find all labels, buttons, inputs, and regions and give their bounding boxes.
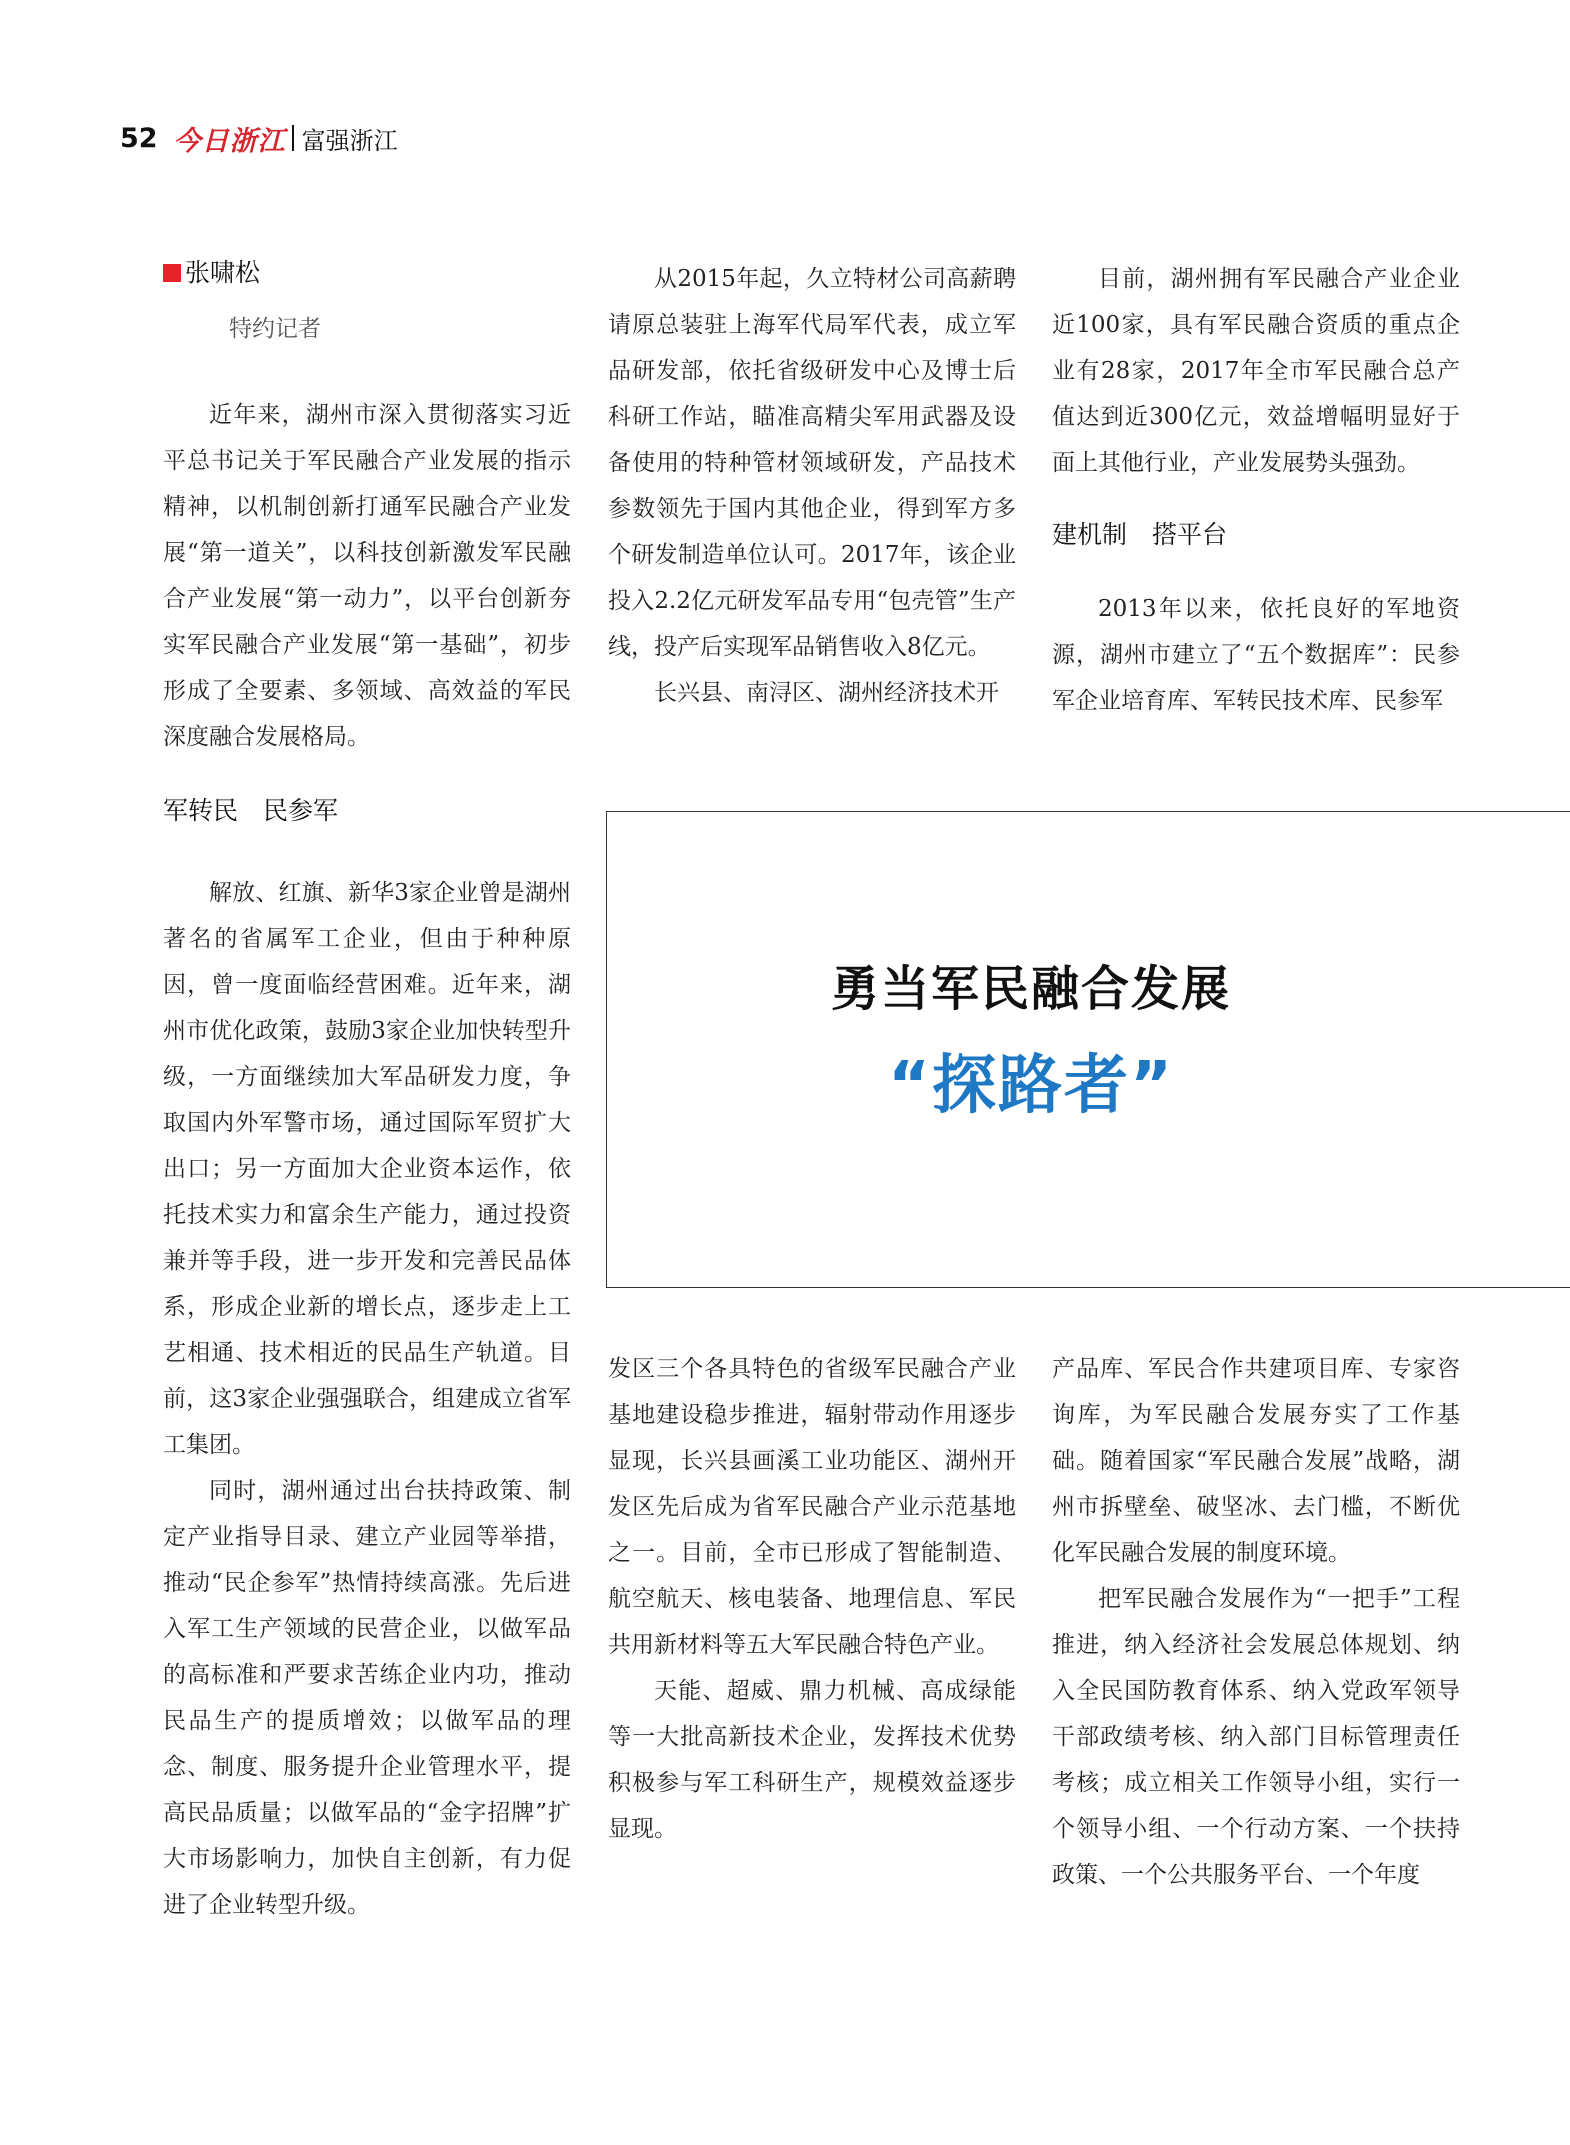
headline-box	[606, 811, 1570, 1288]
author-name: 张啸松	[185, 258, 261, 287]
col1-paragraph-1: 解放、红旗、新华3家企业曾是湖州著名的省属军工企业，但由于种种原因，曾一度面临经营困难。近年来，湖州市优化政策，鼓励3家企业加快转型升级，一方面继续加大军品研发力度，争取国内外军警市场，通过国际军贸扩大出口；另一方面加大企业资本运作，依托技术实力和富余生产能力，通过投资兼并等手段，进一步开发和完善民品体系，形成企业新的增长点，逐步走上工艺相通、技术相近的民品生产轨道。目前，这3家企业强强联合，组建成立省军工集团。	[163, 880, 571, 1458]
subheading-2: 建机制 搭平台	[1052, 520, 1228, 549]
magazine-logo: 今日浙江	[173, 125, 286, 157]
col2-paragraph-2-continued: 发区三个各具特色的省级军民融合产业基地建设稳步推进，辐射带动作用逐步显现，长兴县画溪工业功能区、湖州开发区先后成为省军民融合产业示范基地之一。目前，全市已形成了智能制造、航空航天、核电装备、地理信息、军民共用新材料等五大军民融合特色产业。	[608, 1356, 1016, 1658]
headline-line-2: “探路者”	[887, 1049, 1175, 1123]
column-2-bottom	[608, 1346, 1016, 1852]
col2-paragraph-1: 从2015年起，久立特材公司高薪聘请原总装驻上海军代局军代表，成立军品研发部，依托省级研发中心及博士后科研工作站，瞄准高精尖军用武器及设备使用的特种管材领域研发，产品技术参数领先于国内其他企业，得到军方多个研发制造单位认可。2017年，该企业投入2.2亿元研发军品专用“包壳管”生产线，投产后实现军品销售收入8亿元。	[608, 266, 1016, 660]
section-name: 富强浙江	[301, 126, 398, 155]
header-divider	[292, 125, 294, 151]
column-3-bottom	[1052, 1346, 1460, 1898]
col2-paragraph-2-start: 长兴县、南浔区、湖州经济技术开	[654, 680, 999, 706]
intro-paragraph: 近年来，湖州市深入贯彻落实习近平总书记关于军民融合产业发展的指示精神，以机制创新打通军民融合产业发展“第一道关”，以科技创新激发军民融合产业发展“第一动力”，以平台创新夯实军民融合产业发展“第一基础”，初步形成了全要素、多领域、高效益的军民深度融合发展格局。	[163, 402, 571, 750]
page-number: 52	[120, 122, 158, 154]
col1-paragraph-2: 同时，湖州通过出台扶持政策、制定产业指导目录、建立产业园等举措，推动“民企参军”热情持续高涨。先后进入军工生产领域的民营企业，以做军品的高标准和严要求苦练企业内功，推动民品生产的提质增效；以做军品的理念、制度、服务提升企业管理水平，提高民品质量；以做军品的“金字招牌”扩大市场影响力，加快自主创新，有力促进了企业转型升级。	[163, 1478, 571, 1918]
author-role: 特约记者	[229, 316, 321, 342]
byline-author	[163, 250, 571, 296]
red-square-marker	[163, 264, 181, 282]
headline-line-1: 勇当军民融合发展	[830, 961, 1231, 1017]
column-2-top	[608, 256, 1016, 716]
column-3-top	[1052, 256, 1460, 724]
col2-paragraph-3: 天能、超威、鼎力机械、高成绿能等一大批高新技术企业，发挥技术优势积极参与军工科研生产，规模效益逐步显现。	[608, 1678, 1016, 1842]
col3-paragraph-2-continued: 产品库、军民合作共建项目库、专家咨询库，为军民融合发展夯实了工作基础。随着国家“军民融合发展”战略，湖州市拆壁垒、破坚冰、去门槛，不断优化军民融合发展的制度环境。	[1052, 1356, 1460, 1566]
subheading-1: 军转民 民参军	[163, 796, 339, 825]
col3-paragraph-3: 把军民融合发展作为“一把手”工程推进，纳入经济社会发展总体规划、纳入全民国防教育体系、纳入党政军领导干部政绩考核、纳入部门目标管理责任考核；成立相关工作领导小组，实行一个领导小组、一个行动方案、一个扶持政策、一个公共服务平台、一个年度	[1052, 1586, 1460, 1888]
col3-paragraph-1: 目前，湖州拥有军民融合产业企业近100家，具有军民融合资质的重点企业有28家，2017年全市军民融合总产值达到近300亿元，效益增幅明显好于面上其他行业，产业发展势头强劲。	[1052, 266, 1460, 476]
column-1	[163, 250, 571, 1928]
page-header	[120, 118, 398, 158]
col3-paragraph-2-start: 2013年以来，依托良好的军地资源，湖州市建立了“五个数据库”：民参军企业培育库、军转民技术库、民参军	[1052, 596, 1460, 714]
